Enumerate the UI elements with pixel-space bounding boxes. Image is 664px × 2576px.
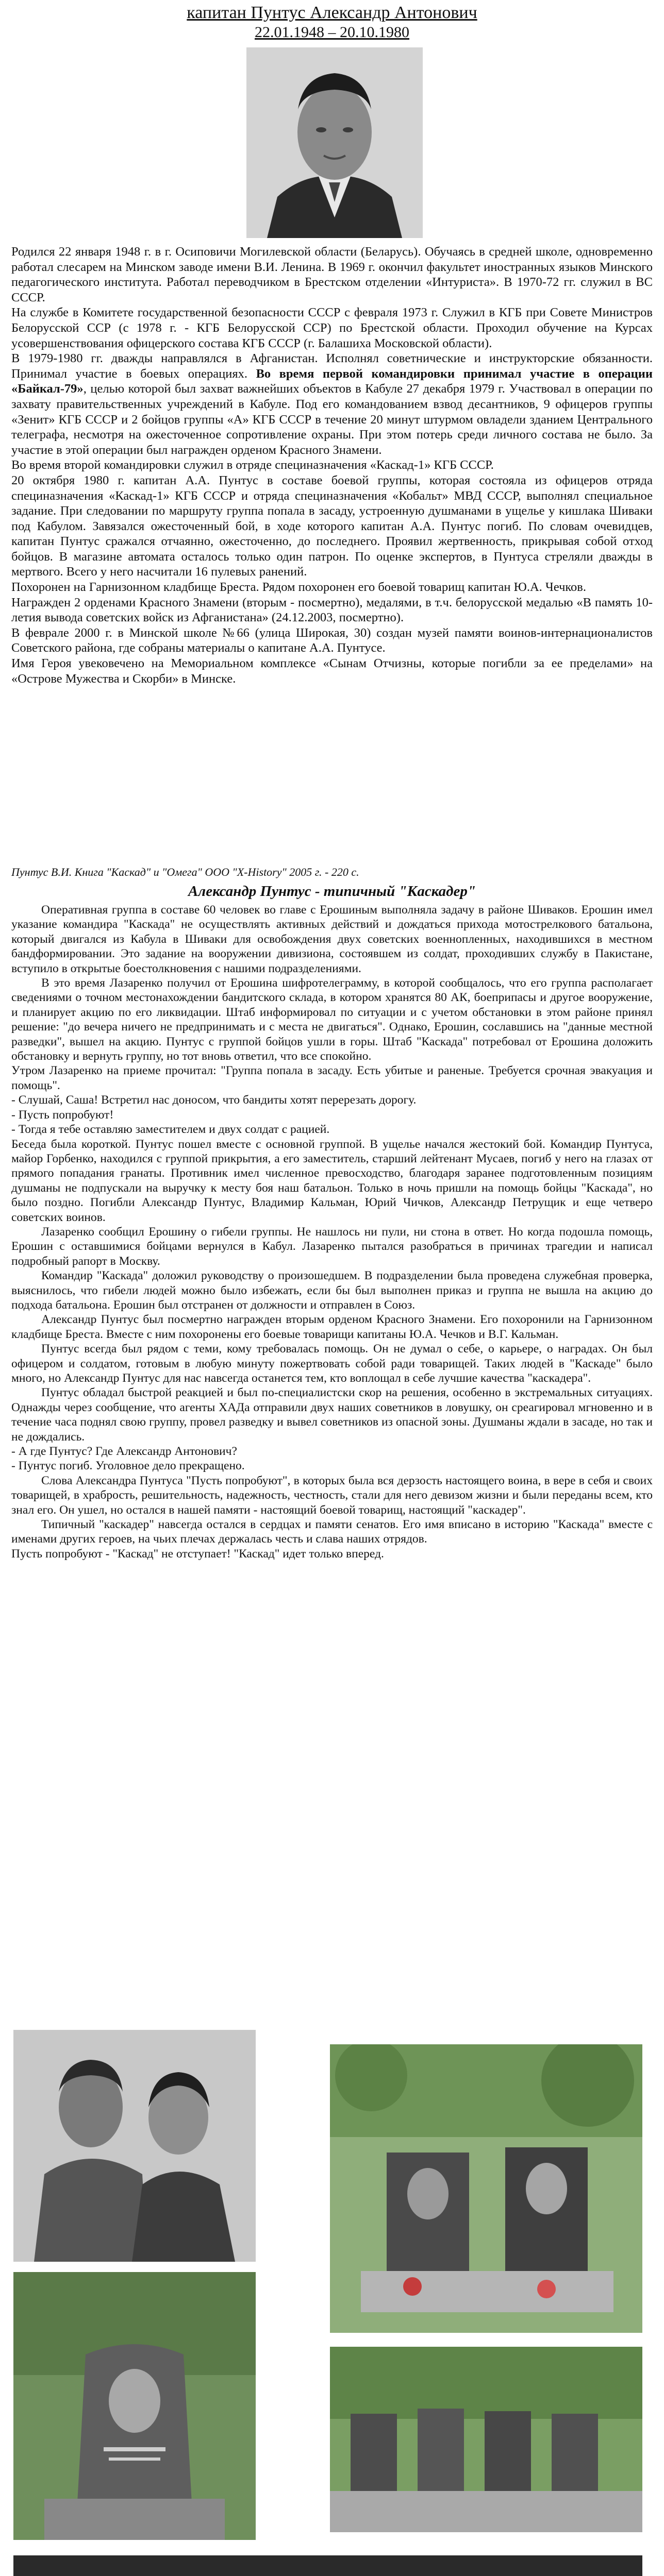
bio-paragraph: 20 октября 1980 г. капитан А.А. Пунтус в составе боевой группы, которая состояла из офицеров отряда специназначения «Каскад-1» КГБ СССР и отряда специназначения «Кобальт» МВД СССР, выполнял специальное задание. При следовании по маршруту группа попала в засаду, устроенную душманами в ущелье у кишлака Шиваки под Кабулом. Завязался ожесточенный бой, в ходе которого капитан А.А. Пунтус погиб. По словам очевидцев, капитан Пунтус сражался отчаянно, ожесточенно, до последнего. Проявил жертвенность, прикрывая собой отход бойцов. В магазине автомата осталось только один патрон. По оценке экспертов, в Пунтуса стреляли дважды в мертвого. Всего у него насчитали 16 пулевых ранений. bbox=[11, 473, 653, 579]
article-paragraph: - Пусть попробуют! bbox=[11, 1108, 114, 1122]
bio-paragraph: Родился 22 января 1948 г. в г. Осиповичи Могилевской области (Беларусь). Обучаясь в средней школе, одновременно работал слесарем на Минском заводе имени В.И. Ленина. В 1969 г. окончил факультет иностранных языков Минского педагогического института. Работал переводчиком в Брестском отделении «Интуриста». В 1970-72 гг. служил в ВС СССР. bbox=[11, 245, 653, 304]
bio-paragraph: Похоронен на Гарнизонном кладбище Бреста. Рядом похоронен его боевой товарищ капитан Ю.А. Чечков. bbox=[11, 580, 587, 595]
photo-memorial-stone bbox=[13, 2272, 256, 2540]
article-paragraph: Командир "Каскада" доложил руководству о произошедшем. В подразделении была проведена служебная проверка, выяснилось, что гибели людей можно было избежать, если бы был выполнен приказ и группа не вышла на акцию до подхода батальона. Ерошин был отстранен от должности и отправлен в Союз. bbox=[11, 1269, 653, 1312]
article-paragraph: Пунтус всегда был рядом с теми, кому требовалась помощь. Он не думал о себе, о карьере, о наградах. Он был офицером и солдатом, готовым в любую минуту пожертвовать собой ради товарищей. Таких людей в "Каскаде" было много, но Александр Пунтус для нас навсегда останется тем, кто воплощал в себе лучшие качества "каскадера". bbox=[11, 1342, 653, 1385]
photo-family bbox=[13, 2030, 256, 2262]
bio-paragraph: Награжден 2 орденами Красного Знамени (вторым - посмертно), медалями, в т.ч. белорусской медалью «В память 10-летия вывода советских войск из Афганистана» (24.12.2003, посмертно). bbox=[11, 595, 653, 625]
portrait-photo bbox=[246, 47, 423, 238]
article-title: Александр Пунтус - типичный "Каскадер" bbox=[188, 883, 476, 900]
bio-paragraph: В феврале 2000 г. в Минской школе №66 (улица Широкая, 30) создан музей памяти воинов-интернационалистов Советского района, где собраны материалы о капитане А.А. Пунтусе. bbox=[11, 625, 653, 655]
article-paragraph: В это время Лазаренко получил от Ерошина шифротелеграмму, в которой сообщалось, что его группа располагает сведениями о точном местонахождении бандитского склада, в котором хранятся 80 АК, боеприпасы и другое вооружение, и планирует акцию по его ликвидации. Штаб информировал по ситуации и с учетом обстановки в этом районе принял решение: "до вечера ничего не предпринимать и с места не двигаться". Однако, Ерошин, сославшись на "данные местной разведки", вышел на акцию. Пунтус с группой бойцов ушли в горы. Штаб "Каскада" потребовал от Ерошина доложить обстановку и вернуть группу, но тот вновь ответил, что все спокойно. bbox=[11, 976, 653, 1063]
article-paragraph: Александр Пунтус был посмертно награжден вторым орденом Красного Знамени. Его похоронили на Гарнизонном кладбище Бреста. Вместе с ним похоронены его боевые товарищи капитаны Ю.А. Чечков и В.Г. Кальман. bbox=[11, 1313, 653, 1341]
article-paragraph: Лазаренко сообщил Ерошину о гибели группы. Не нашлось ни пули, ни стона в ответ. Но когда подошла помощь, Ерошин с оставшимися бойцами вернулся в Кабул. Лазаренко пытался разобраться в причинах трагедии и написал подробный рапорт в Москву. bbox=[11, 1225, 653, 1268]
article-paragraph: Пусть попробуют - "Каскад" не отступает! "Каскад" идет только вперед. bbox=[11, 1547, 384, 1561]
photo-cemetery bbox=[330, 2347, 642, 2532]
bio-paragraph: На службе в Комитете государственной безопасности СССР с февраля 1973 г. Служил в КГБ при Совете Министров Белорусской ССР (с 1978 г. - КГБ Белорусской ССР) по Брестской области. Проходил обучение на Курсах усовершенствования офицерского состава КГБ СССР (г. Балашиха Московской области). bbox=[11, 306, 653, 350]
bio-highlight: Во время первой командировки принимал участие в операции «Байкал-79» bbox=[11, 366, 653, 396]
source-citation: Пунтус В.И. Книга "Каскад" и "Омега" ООО "Х-History" 2005 г. - 220 с. bbox=[11, 866, 359, 878]
article-paragraph: - Пунтус погиб. Уголовное дело прекращено. bbox=[11, 1459, 245, 1473]
article-paragraph: - Тогда я тебе оставляю заместителем и двух солдат с рацией. bbox=[11, 1123, 330, 1137]
article-paragraph: - Слушай, Саша! Встретил нас доносом, что бандиты хотят перерезать дорогу. bbox=[11, 1093, 417, 1107]
biography bbox=[11, 244, 653, 686]
article-paragraph: Оперативная группа в составе 60 человек во главе с Ерошиным выполняла задачу в районе Шиваков. Ерошин имел указание командира "Каскада" не осуществлять активных действий и дождаться прихода мотострелкового батальона, который двигался из Кабула в Шиваки для освобождения двух советских военнопленных, находившихся в местном бандформировании. Это задание на вооружении дивизиона, состоявшем из солдат, проходивших службу в Пакистане, вступило в открытые боестолкновения с нашими подразделениями. bbox=[11, 903, 653, 975]
article-body bbox=[11, 903, 653, 1561]
article-paragraph: Утром Лазаренко на приеме прочитал: "Группа попала в засаду. Есть убитые и раненые. Требуется срочная эвакуация и помощь". bbox=[11, 1064, 653, 1092]
bio-paragraph: Имя Героя увековечено на Мемориальном комплексе «Сынам Отчизны, которые погибли за ее пределами» на «Острове Мужества и Скорби» в Минске. bbox=[11, 656, 653, 686]
article-paragraph: Пунтус обладал быстрой реакцией и был по-специалистски скор на решения, особенно в экстремальных ситуациях. Однажды через сообщение, что агенты ХАДа отправили двух наших советников в ловушку, он среагировал мгновенно и в течение часа поднял свою группу, провел разведку и вывел советников из опасной зоны. Душманы ждали в засаде, но так и не дождались. bbox=[11, 1386, 653, 1444]
person-name: капитан Пунтус Александр Антонович bbox=[187, 3, 477, 22]
bio-paragraph: В 1979-1980 гг. дважды направлялся в Афганистан. Исполнял советнические и инструкторские обязанности. Принимал участие в боевых операциях. Во время первой командировки принимал участие в операции «Байкал-79», целью которой был захват важнейших объектов в Кабуле 27 декабря 1979 г. Участвовал в операции по захвату правительственных учреждений в Кабуле. Под его командованием взвод десантников, 9 офицеров группы «Зенит» КГБ СССР и 2 бойцов группы «А» КГБ СССР в течение 20 минут штурмом овладели зданием Центрального телеграфа, несмотря на ожесточенное сопротивление охраны. При этом потерь среди личного состава не было. За участие в этой операции был награжден орденом Красного Знамени. bbox=[11, 351, 653, 457]
article-paragraph: Слова Александра Пунтуса "Пусть попробуют", в которых была вся дерзость настоящего воина, в вере в себя и своих товарищей, в храбрость, решительность, надежность, честность, стали для него девизом жизни и были переданы всем, кто знал его. Он ушел, но остался в нашей памяти - настоящий боевой товарищ, настоящий "каскадер". bbox=[11, 1473, 653, 1517]
article-paragraph: Беседа была короткой. Пунтус пошел вместе с основной группой. В ущелье начался жестокий бой. Командир Пунтуса, майор Горбенко, находился с группой прикрытия, а его заместитель, старший лейтенант Мусаев, погиб у него на глазах от прямого попадания гранаты. Противник имел численное превосходство, благодаря заранее подготовленным позициям душманы не подпускали на выручку к месту боя наш батальон. Только в ночь пришли на помощь бойцы "Каскада", но было поздно. Погибли Александр Пунтус, Владимир Кальман, Юрий Чичков, Александр Петрущик и еще четверо советских воинов. bbox=[11, 1137, 653, 1224]
article-paragraph: - А где Пунтус? Где Александр Антонович? bbox=[11, 1445, 237, 1459]
bio-paragraph: Во время второй командировки служил в отряде специназначения «Каскад-1» КГБ СССР. bbox=[11, 458, 494, 472]
life-dates: 22.01.1948 – 20.10.1980 bbox=[255, 24, 409, 41]
photo-museum bbox=[13, 2555, 642, 2576]
article-paragraph: Типичный "каскадер" навсегда остался в сердцах и памяти сенатов. Его имя вписано в историю "Каскада" вместе с именами других героев, на чьих плечах держалась честь и слава наших отрядов. bbox=[11, 1518, 653, 1546]
photo-grave bbox=[330, 2044, 642, 2333]
